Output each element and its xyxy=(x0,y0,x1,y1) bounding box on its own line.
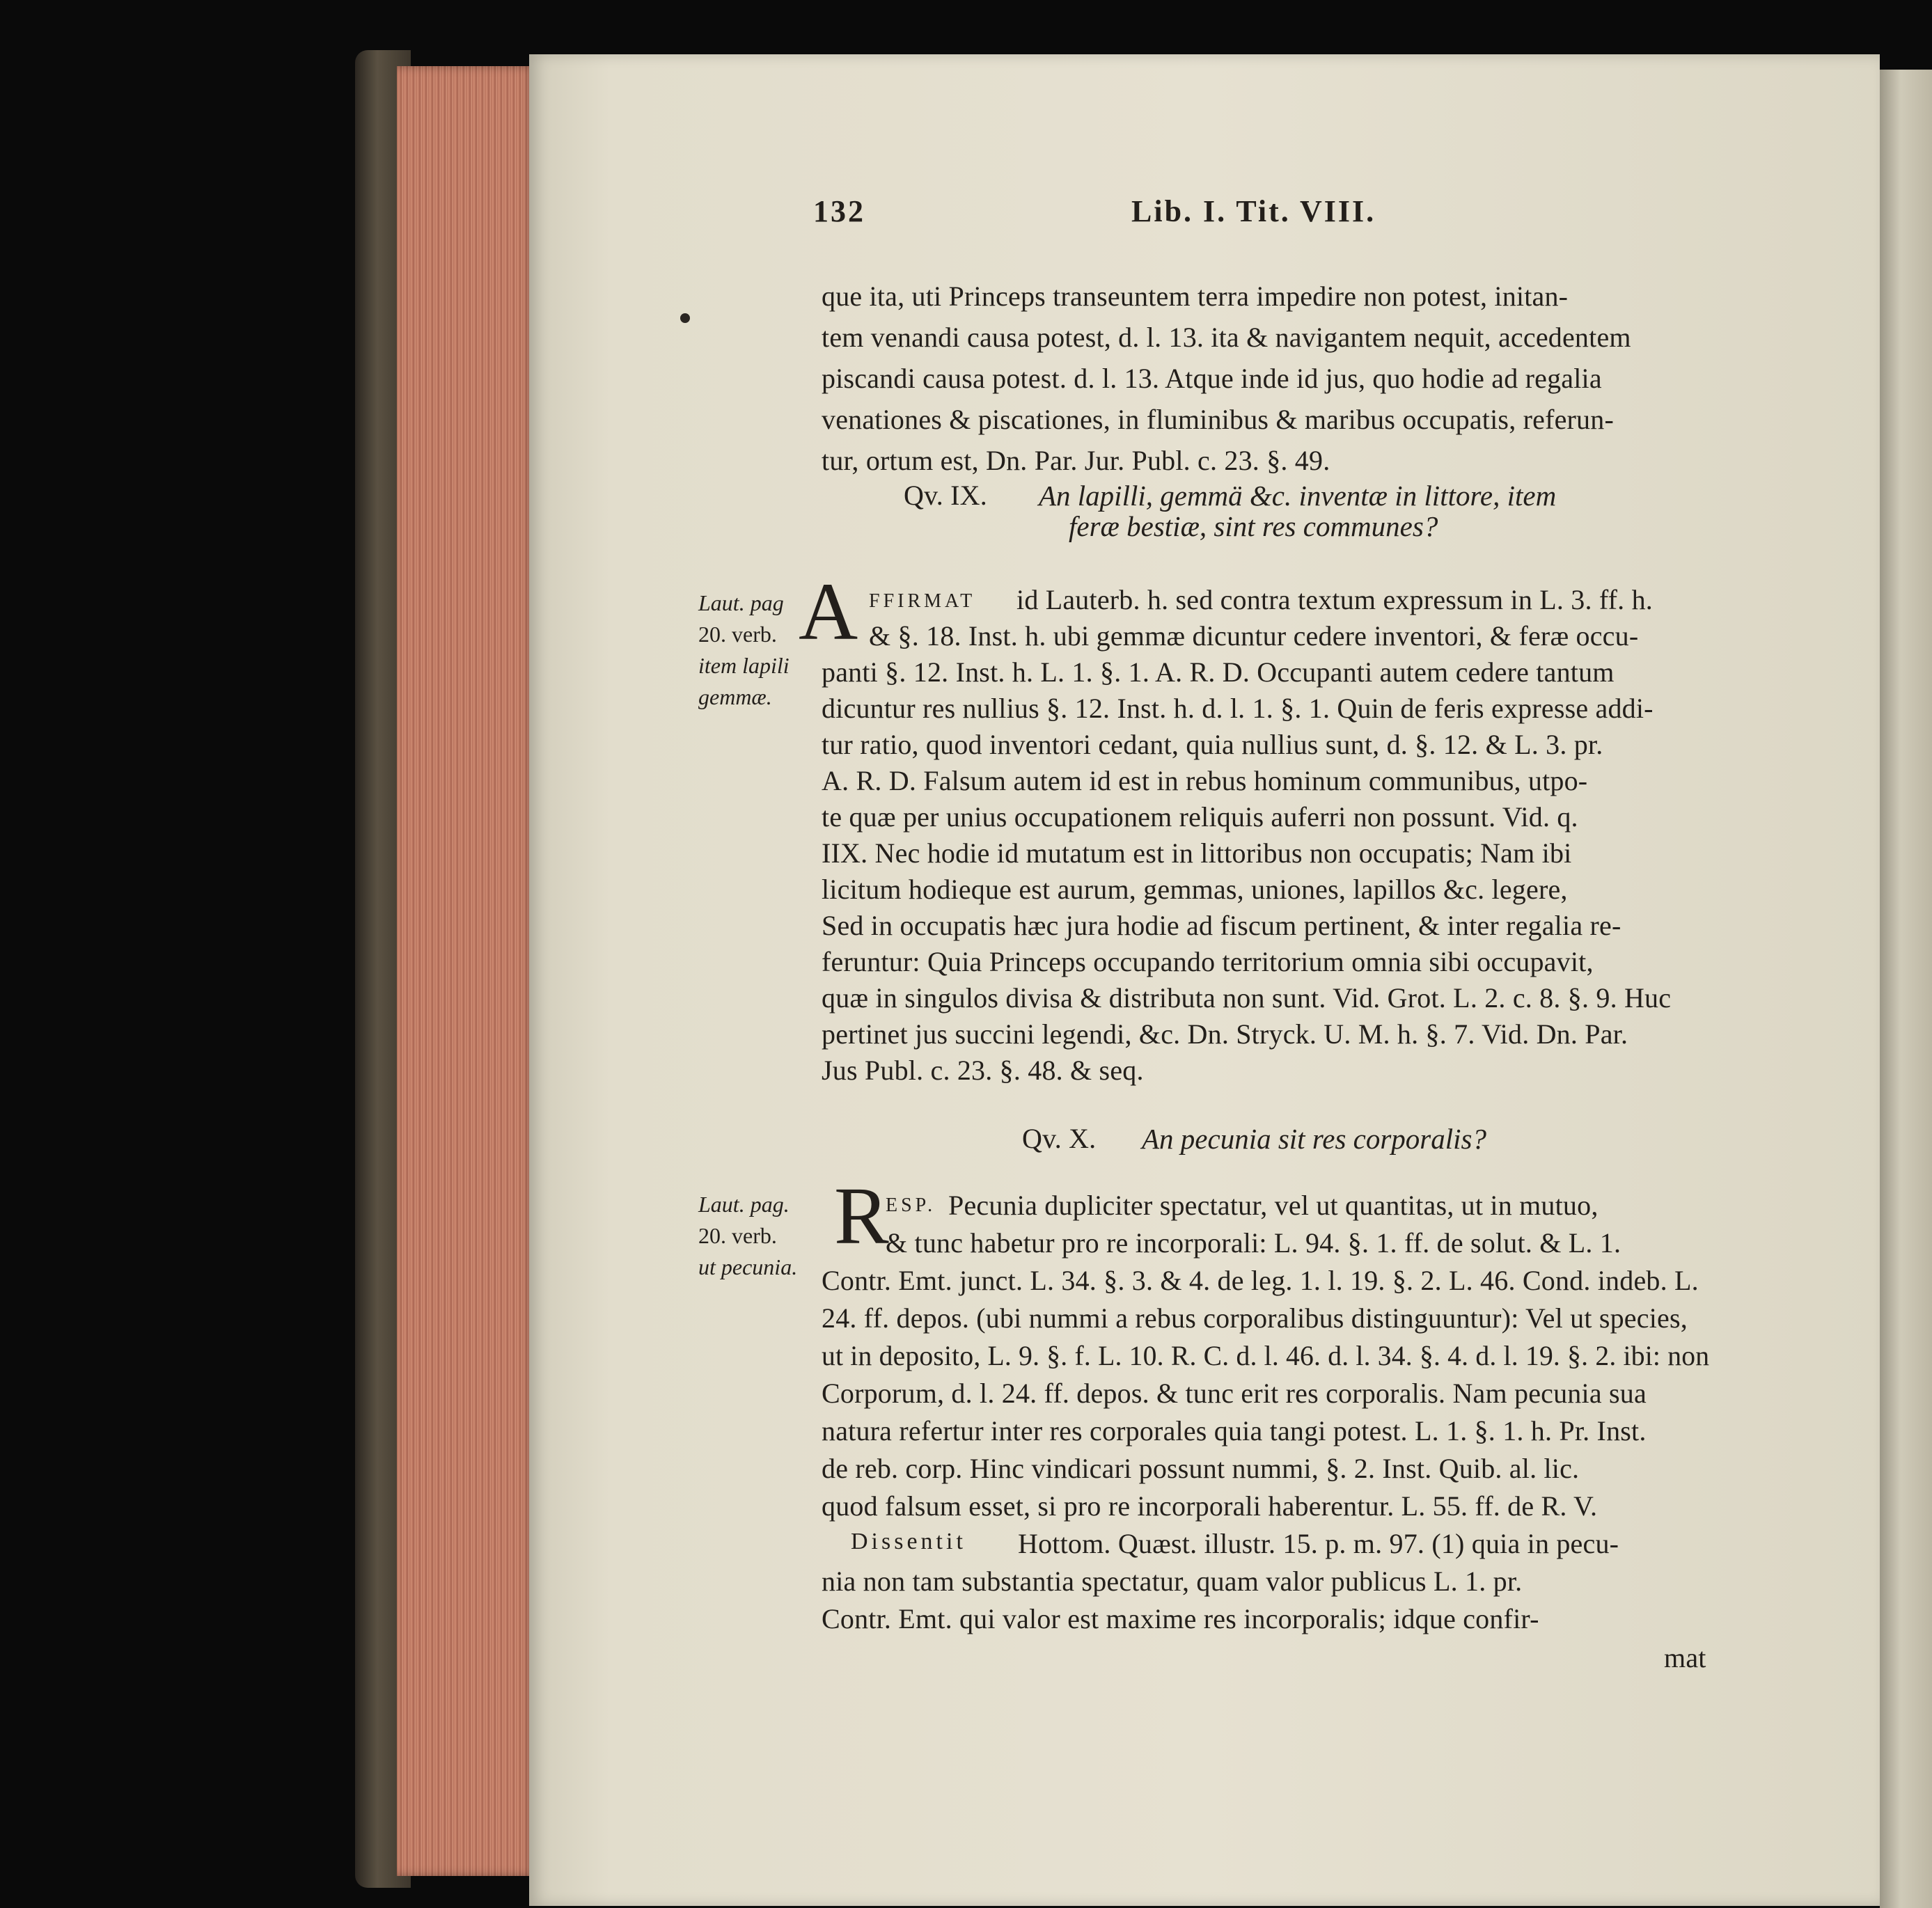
running-title: Lib. I. Tit. VIII. xyxy=(1131,194,1376,228)
facing-page-edge xyxy=(1880,70,1932,1908)
body-line: Jus Publ. c. 23. §. 48. & seq. xyxy=(822,1055,1144,1086)
body-line: panti §. 12. Inst. h. L. 1. §. 1. A. R. D. Occupanti autem cedere tantum xyxy=(822,656,1615,688)
body-line: IIX. Nec hodie id mutatum est in littoribus non occupatis; Nam ibi xyxy=(822,837,1572,869)
body-line: de reb. corp. Hinc vindicari possunt nummi, §. 2. Inst. Quib. al. lic. xyxy=(822,1453,1580,1484)
margin-note: ut pecunia. xyxy=(698,1254,798,1279)
body-line: Sed in occupatis hæc jura hodie ad fiscum pertinent, & inter regalia re- xyxy=(822,910,1621,941)
body-line: que ita, uti Princeps transeuntem terra impedire non potest, initan- xyxy=(822,281,1569,312)
body-line: & §. 18. Inst. h. ubi gemmæ dicuntur cedere inventori, & feræ occu- xyxy=(869,620,1639,652)
drop-cap: R xyxy=(834,1170,889,1261)
body-line: Contr. Emt. junct. L. 34. §. 3. & 4. de leg. 1. l. 19. §. 2. L. 46. Cond. indeb. L. xyxy=(822,1265,1699,1296)
body-line: Corporum, d. l. 24. ff. depos. & tunc erit res corporalis. Nam pecunia sua xyxy=(822,1378,1647,1409)
margin-note: item lapili xyxy=(698,653,790,678)
catchword: mat xyxy=(1664,1642,1706,1673)
body-line: pertinet jus succini legendi, &c. Dn. Stryck. U. M. h. §. 7. Vid. Dn. Par. xyxy=(822,1018,1628,1050)
first-word: Dissentit xyxy=(851,1529,966,1554)
margin-note: 20. verb. xyxy=(698,1223,777,1248)
margin-note: Laut. pag xyxy=(698,590,784,615)
body-line: dicuntur res nullius §. 12. Inst. h. d. l. 1. §. 1. Quin de feris expresse addi- xyxy=(822,693,1654,724)
question-x-label: Qv. X. xyxy=(1022,1123,1097,1154)
body-line: tur ratio, quod inventori cedant, quia nullius sunt, d. §. 12. & L. 3. pr. xyxy=(822,729,1603,760)
body-line: piscandi causa potest. d. l. 13. Atque inde id jus, quo hodie ad regalia xyxy=(822,363,1602,394)
body-line: te quæ per unius occupationem reliquis auferri non possunt. Vid. q. xyxy=(822,801,1578,833)
body-line: & tunc habetur pro re incorporali: L. 94. §. 1. ff. de solut. & L. 1. xyxy=(886,1227,1621,1259)
body-line: quæ in singulos divisa & distributa non sunt. Vid. Grot. L. 2. c. 8. §. 9. Huc xyxy=(822,982,1672,1014)
page-edges xyxy=(397,66,536,1876)
body-line: id Lauterb. h. sed contra textum expressum in L. 3. ff. h. xyxy=(1016,584,1653,615)
margin-note: gemmæ. xyxy=(698,684,772,709)
margin-note: Laut. pag. xyxy=(698,1192,790,1217)
question-ix-label: Qv. IX. xyxy=(904,480,987,511)
drop-cap: A xyxy=(799,566,858,657)
body-line: tem venandi causa potest, d. l. 13. ita & navigantem nequit, accedentem xyxy=(822,322,1631,353)
page-number: 132 xyxy=(813,194,865,228)
body-line: Contr. Emt. qui valor est maxime res incorporalis; idque confir- xyxy=(822,1603,1539,1634)
ink-dot xyxy=(680,313,690,323)
body-line: quod falsum esset, si pro re incorporali haberentur. L. 55. ff. de R. V. xyxy=(822,1490,1598,1522)
body-line: nia non tam substantia spectatur, quam valor publicus L. 1. pr. xyxy=(822,1566,1523,1597)
first-word: FFIRMAT xyxy=(869,590,976,612)
margin-note: 20. verb. xyxy=(698,622,777,647)
body-line: Pecunia dupliciter spectatur, vel ut quantitas, ut in mutuo, xyxy=(948,1190,1599,1221)
body-line: natura refertur inter res corporales quia tangi potest. L. 1. §. 1. h. Pr. Inst. xyxy=(822,1415,1647,1446)
first-word: ESP. xyxy=(886,1195,936,1216)
body-line: tur, ortum est, Dn. Par. Jur. Publ. c. 23. §. 49. xyxy=(822,445,1330,476)
body-line: licitum hodieque est aurum, gemmas, uniones, lapillos &c. legere, xyxy=(822,874,1568,905)
question-ix-line1: An lapilli, gemmä &c. inventæ in littore, item xyxy=(1039,480,1557,512)
question-x-line1: An pecunia sit res corporalis? xyxy=(1142,1123,1487,1155)
body-line: A. R. D. Falsum autem id est in rebus hominum communibus, utpo- xyxy=(822,765,1588,796)
body-line: ut in deposito, L. 9. §. f. L. 10. R. C. d. l. 46. d. l. 34. §. 4. d. l. 19. §. 2. ibi: non xyxy=(822,1340,1710,1371)
body-line: Hottom. Quæst. illustr. 15. p. m. 97. (1) quia in pecu- xyxy=(1018,1528,1619,1559)
question-ix-line2: feræ bestiæ, sint res communes? xyxy=(1069,510,1438,542)
body-line: venationes & piscationes, in fluminibus & maribus occupatis, referun- xyxy=(822,404,1614,435)
body-line: 24. ff. depos. (ubi nummi a rebus corporalibus distinguuntur): Vel ut species, xyxy=(822,1302,1688,1334)
body-line: feruntur: Quia Princeps occupando territorium omnia sibi occupavit, xyxy=(822,946,1594,977)
